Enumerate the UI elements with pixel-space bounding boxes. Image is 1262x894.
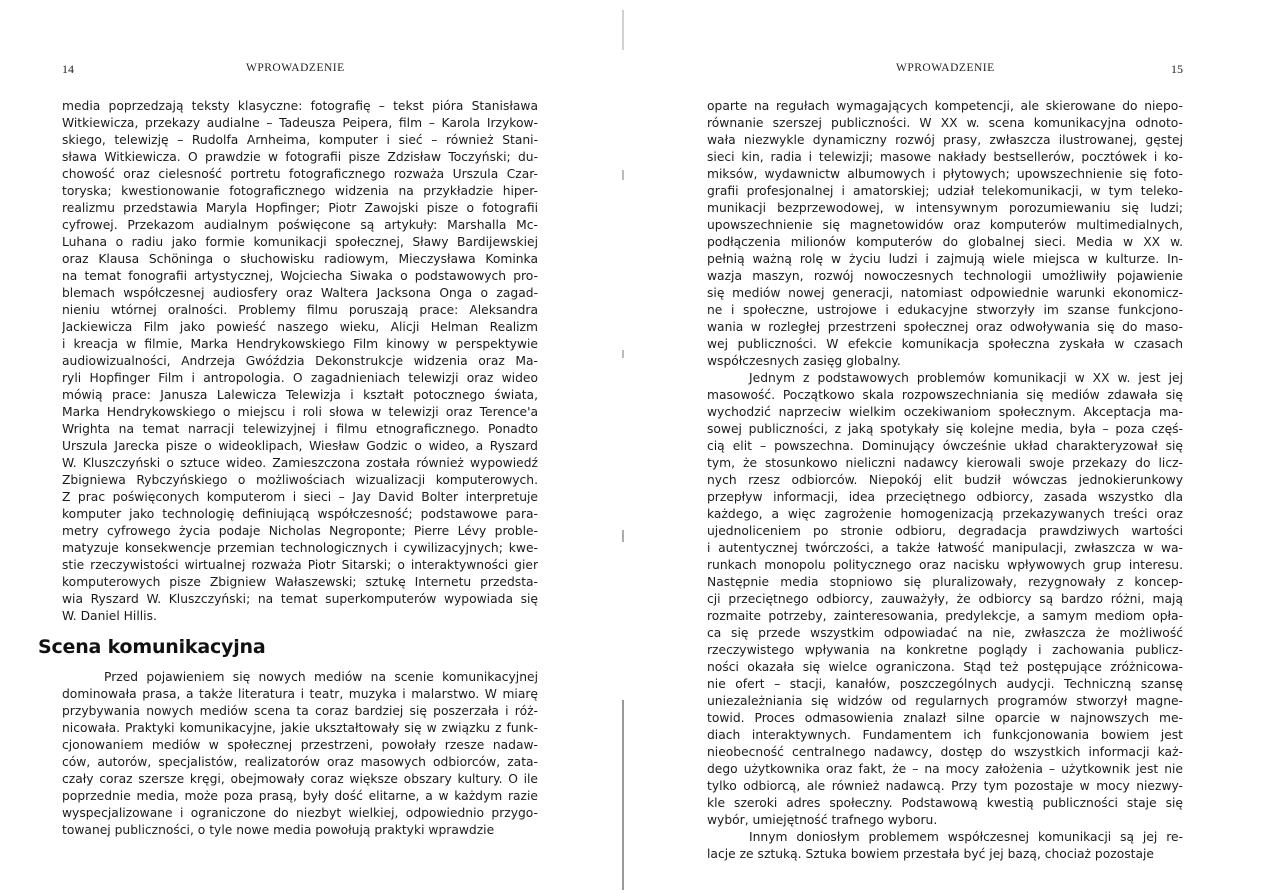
text-line: się mediów nowej generacji, natomiast odpowiednie warunki ekonomicz-	[707, 286, 1183, 300]
text-line: metry cyfrowego życia podaje Nicholas Negroponte; Pierre Lévy proble-	[62, 524, 538, 538]
text-line: nie ofert – stacji, kanałów, poszczególnych audycji. Techniczną szansę	[707, 677, 1183, 691]
text-line: lacje ze sztuką. Sztuka bowiem przestała być jej bazą, chociaż pozostaje	[707, 847, 1154, 861]
text-line: cią elit – powszechna. Dominujący ówcześnie układ charakteryzował się	[707, 439, 1183, 453]
text-line: tym, że stosunkowo nieliczni nadawcy kierowali swoje przekazy do licz-	[707, 456, 1183, 470]
text-line: poprzednie media, może poza prasą, były dość elitarne, a w każdym razie	[62, 789, 538, 803]
page-number: 15	[1171, 62, 1183, 76]
text-line: przybywania nowych mediów scena ta coraz bardziej się poszerzała i róż-	[62, 704, 538, 718]
text-line: cyfrowej. Przekazom audialnym poświęcone są artykuły: Marshalla Mc-	[62, 218, 538, 232]
text-line: toryska; kwestionowanie fotograficznego widzenia na przykładzie hiper-	[62, 184, 538, 198]
text-line: diach interaktywnych. Fundamentem ich funkcjonowania bowiem jest	[707, 728, 1183, 742]
text-line: ryli Hopfinger Film i antropologia. O zagadnieniach telewizji oraz wideo	[62, 371, 538, 385]
text-line: Urszula Jarecka pisze o wideoklipach, Wiesław Godzic o wideo, a Ryszard	[62, 439, 538, 453]
text-line: uniezależniania się widzów od regularnych programów stworzył magne-	[707, 694, 1183, 708]
text-line: ne i społeczne, ustrojowe i edukacyjne stworzyły im szanse funkcjono-	[707, 303, 1183, 317]
text-line: pełnią ważną rolę w życiu ludzi i zajmują wiele miejsca w kulturze. In-	[707, 252, 1183, 266]
text-line: skiego, telewizję – Rudolfa Arnheima, komputer i sieć – również Stani-	[62, 133, 538, 147]
text-line: Wrighta na temat narracji telewizyjnej i filmu etnograficznego. Ponadto	[62, 422, 538, 436]
text-line: cji przeciętnego odbiorcy, zauważyły, że odbiorcy są bardzo różni, mają	[707, 592, 1183, 606]
left-page	[0, 0, 620, 894]
book-gutter	[620, 0, 628, 894]
paragraph	[707, 98, 1183, 370]
text-line: nych rzesz odbiorców. Niepokój elit budził wówczas jednokierunkowy	[707, 473, 1183, 487]
text-line: każdego, a więc zagrożenie homogenizacją przekazywanych treści oraz	[707, 507, 1183, 521]
text-line: dego użytkownika oraz fakt, że – na mocy założenia – użytkownik jest nie	[707, 762, 1183, 776]
text-line: towid. Proces odmasowienia znalazł silne oparcie w najnowszych me-	[707, 711, 1183, 725]
running-head: WPROWADZENIE	[246, 62, 345, 74]
text-line: nicowała. Praktyki komunikacyjne, jakie ukształtowały się w związku z funk-	[62, 721, 538, 735]
text-line: Marka Hendrykowskiego o miejscu i roli słowa w telewizji oraz Terence'a	[62, 405, 538, 419]
running-head: WPROWADZENIE	[896, 62, 995, 74]
text-line: i kreacja w filmie, Marka Hendrykowskiego Film kinowy w perspektywie	[62, 337, 538, 351]
text-line: współczesnych zasięg globalny.	[707, 354, 901, 368]
text-line: komputer jako technologię definiującą współczesność; podstawowe para-	[62, 507, 538, 521]
text-line: wej publiczności. W efekcie komunikacja społeczna zyskała w czasach	[707, 337, 1183, 351]
text-line: grafii profesjonalnej i amatorskiej; udział telekomunikacji, w tym teleko-	[707, 184, 1183, 198]
text-line: wazja maszyn, rozwój nowoczesnych technologii umożliwiły pojawienie	[707, 269, 1183, 283]
text-line: i autentycznej twórczości, a także łatwość manipulacji, zwłaszcza w wa-	[707, 541, 1183, 555]
text-line: tylko odbiorcą, ale również nadawcą. Przy tym pozostaje w mocy niezwy-	[707, 779, 1183, 793]
text-line: wania w rozległej przestrzeni społecznej oraz odwoływania się do maso-	[707, 320, 1183, 334]
text-line: Witkiewicza, przekazy audialne – Tadeusza Peipera, film – Karola Irzykow-	[62, 116, 538, 130]
text-line: sława Witkiewicza. O prawdzie w fotografii pisze Zdzisław Toczyński; du-	[62, 150, 538, 164]
text-line: mówią prace: Janusza Lalewicza Telewizja i kształt potocznego świata,	[62, 388, 538, 402]
paragraph	[707, 370, 1183, 829]
text-line: towanej publiczności, o tyle nowe media powołują praktyki wprawdzie	[62, 823, 495, 837]
text-line: audiowizualności, Andrzeja Gwóździa Dekonstrukcje widzenia oraz Ma-	[62, 354, 538, 368]
text-line: wyspecjalizowane i ograniczone do niezbyt wielkiej, odpowiednio przygo-	[62, 806, 538, 820]
text-line: kle szeroki adres społeczny. Podstawową kwestią publiczności staje się	[707, 796, 1183, 810]
text-line: przepływ informacji, idea przeciętnego odbiorcy, zasada wszystko dla	[707, 490, 1183, 504]
text-line: na temat fonografii artystycznej, Wojciecha Siwaka o podstawowych pro-	[62, 269, 538, 283]
text-line: wała niezwykle dynamiczny rozwój prasy, zwłaszcza ilustrowanej, gęstej	[707, 133, 1183, 147]
text-line: cjonowaniem mediów w społecznej przestrzeni, powołały rzesze nadaw-	[62, 738, 538, 752]
text-line: chowość oraz cielesność portretu fotograficznego rozważa Urszula Czar-	[62, 167, 538, 181]
text-line: Luhana o radiu jako formie komunikacji społecznej, Sławy Bardijewskiej	[62, 235, 538, 249]
paragraph	[62, 669, 538, 839]
text-line: W. Kluszczyński o sztuce wideo. Zamieszczona została również wypowiedź	[62, 456, 538, 470]
text-line: Innym doniosłym problemem współczesnej komunikacji są jej re-	[749, 830, 1183, 844]
text-line: Jackiewicza Film jako powieść naszego wieku, Alicji Helman Realizm	[62, 320, 538, 334]
text-line: Z prac poświęconych komputerom i sieci – Jay David Bolter interpretuje	[62, 490, 538, 504]
page-number: 14	[62, 62, 74, 76]
text-line: nieniu wtórnej oralności. Problemy filmu poruszają prace: Aleksandra	[62, 303, 538, 317]
text-line: Przed pojawieniem się nowych mediów na scenie komunikacyjnej	[104, 670, 538, 684]
text-line: miksów, wydawnictw albumowych i płytowych; upowszechnienie się foto-	[707, 167, 1183, 181]
text-line: równanie szerszej publiczności. W XX w. scena komunikacyjna odnoto-	[707, 116, 1183, 130]
text-line: W. Daniel Hillis.	[62, 609, 157, 623]
text-line: sowej publiczności, z jaką spotykały się kolejne media, była – poza częś-	[707, 422, 1183, 436]
text-line: rozmaite potrzeby, zainteresowania, predylekcje, a samym mediom opła-	[707, 609, 1183, 623]
text-line: masowość. Początkowo skala rozpowszechniania się mediów zdawała się	[707, 388, 1183, 402]
paragraph	[707, 829, 1183, 863]
right-page	[640, 0, 1262, 894]
text-line: ności okazała się wielce ograniczona. Stąd też postępujące zróżnicowa-	[707, 660, 1183, 674]
text-line: stie rzeczywistości wirtualnej rozważa Piotr Sitarski; o interaktywności gier	[62, 558, 538, 572]
text-line: Następnie media stopniowo się pluralizowały, rezygnowały z koncep-	[707, 575, 1183, 589]
text-line: Zbigniewa Rybczyńskiego o możliwościach wizualizacji komputerowych.	[62, 473, 538, 487]
text-line: runkach monopolu politycznego oraz nacisku wpływowych grup interesu.	[707, 558, 1183, 572]
text-line: sieci kin, radia i telewizji; masowe nakłady bestsellerów, pocztówek i ko-	[707, 150, 1183, 164]
text-line: ców, autorów, specjalistów, realizatorów oraz masowych odbiorców, zata-	[62, 755, 538, 769]
text-line: ca się przede wszystkim odpowiadać na nie, zwłaszcza że możliwość	[707, 626, 1183, 640]
text-line: czały coraz szersze kręgi, obejmowały coraz większe obszary kultury. O ile	[62, 772, 538, 786]
text-line: oparte na regułach wymagających kompetencji, ale skierowane do niepo-	[707, 99, 1183, 113]
text-line: media poprzedzają teksty klasyczne: fotografię – tekst pióra Stanisława	[62, 99, 538, 113]
text-line: munikacji bezprzewodowej, w intensywnym porozumiewaniu się ludzi;	[707, 201, 1183, 215]
text-line: komputerowych pisze Zbigniew Wałaszewski; sztukę Internetu przedsta-	[62, 575, 538, 589]
paragraph	[62, 98, 538, 625]
text-line: wybór, umiejętność trafnego wyboru.	[707, 813, 938, 827]
text-line: realizmu przedstawia Maryla Hopfinger; Piotr Zawojski pisze o fotografii	[62, 201, 538, 215]
text-line: dominowała prasa, a także literatura i teatr, muzyka i malarstwo. W miarę	[62, 687, 538, 701]
text-line: wia Ryszard W. Kluszczyński; na temat superkomputerów wypowiada się	[62, 592, 538, 606]
text-line: podłączenia milionów komputerów do globalnej sieci. Media w XX w.	[707, 235, 1183, 249]
text-line: blemach współczesnej audiosfery oraz Waltera Jacksona Onga o zagad-	[62, 286, 538, 300]
text-line: wychodzić naprzeciw wielkim oczekiwaniom społecznym. Akceptacja ma-	[707, 405, 1183, 419]
text-line: oraz Klausa Schöninga o słuchowisku radiowym, Mieczysława Kominka	[62, 252, 538, 266]
text-line: matyzuje konsekwencje przemian technologicznych i cywilizacyjnych; kwe-	[62, 541, 538, 555]
section-heading: Scena komunikacyjna	[38, 636, 266, 658]
text-line: nieobecność centralnego nadawcy, dostęp do wszystkich informacji każ-	[707, 745, 1183, 759]
text-line: rzeczywistego wpływania na konkretne poglądy i zachowania publicz-	[707, 643, 1183, 657]
text-line: upowszechnienie się magnetowidów oraz komputerów multimedialnych,	[707, 218, 1183, 232]
text-line: ujednoliceniem po stronie odbioru, degradacja prawdziwych wartości	[707, 524, 1183, 538]
text-line: Jednym z podstawowych problemów komunikacji w XX w. jest jej	[749, 371, 1183, 385]
